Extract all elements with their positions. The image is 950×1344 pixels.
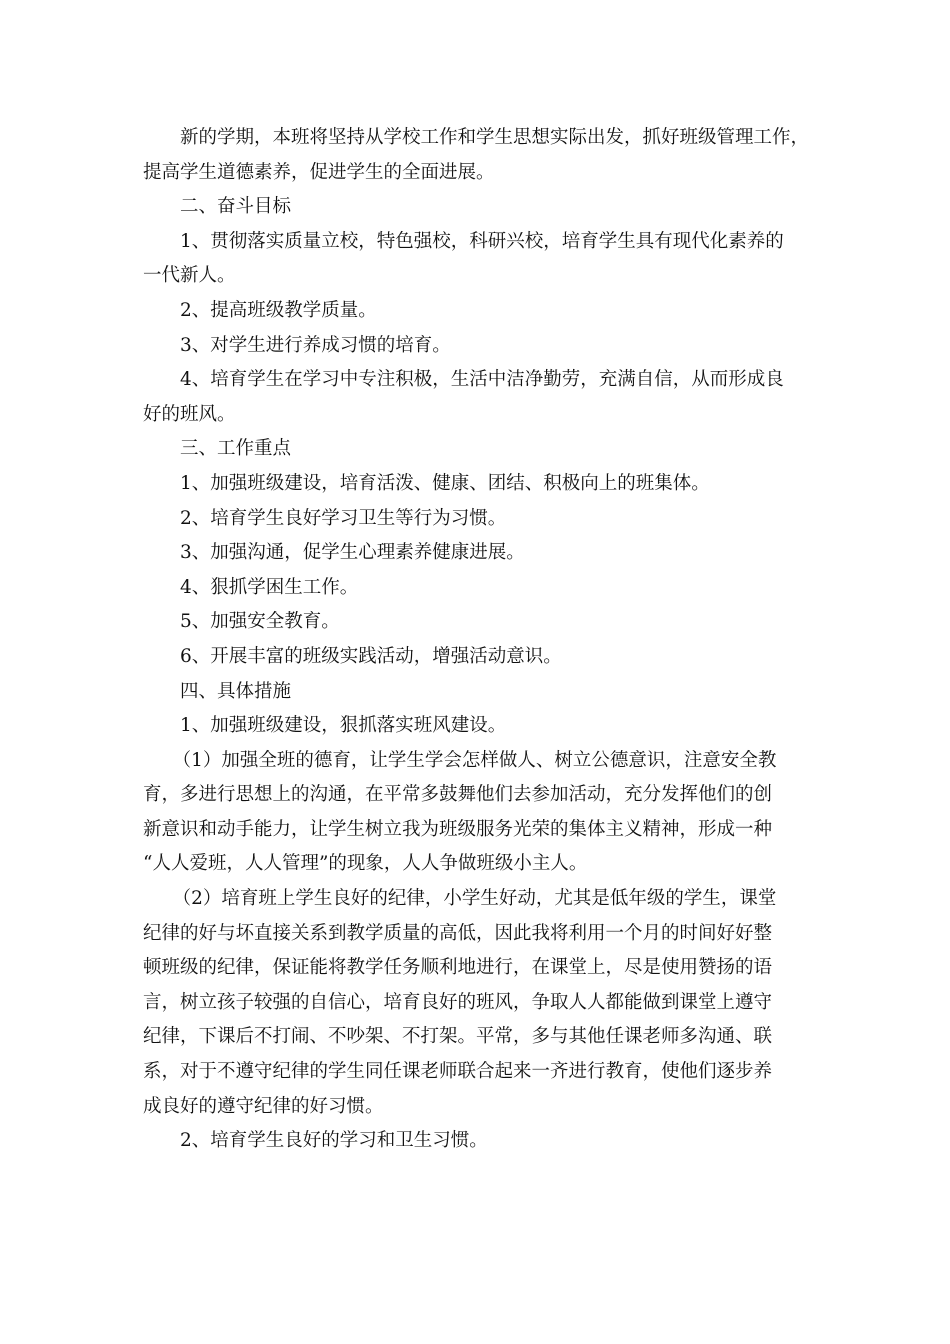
text-line: 好的班风。 (143, 403, 236, 425)
text-line: 提高学生道德素养，促进学生的全面进展。 (143, 161, 495, 183)
list-item: 1、贯彻落实质量立校，特色强校，科研兴校，培育学生具有现代化素养的 (180, 230, 784, 252)
text-line: 成良好的遵守纪律的好习惯。 (143, 1095, 384, 1117)
text-line: 一代新人。 (143, 265, 236, 287)
list-item: 2、培育学生良好学习卫生等行为习惯。 (180, 507, 507, 529)
text-line: 纪律的好与坏直接关系到教学质量的高低，因此我将利用一个月的时间好好整 (143, 922, 773, 944)
list-item: 1、加强班级建设，培育活泼、健康、团结、积极向上的班集体。 (180, 472, 710, 494)
list-item: 3、加强沟通，促学生心理素养健康进展。 (180, 542, 525, 564)
list-item: 6、开展丰富的班级实践活动，增强活动意识。 (180, 645, 562, 667)
list-item: 1、加强班级建设，狠抓落实班风建设。 (180, 715, 507, 737)
list-item: 4、培育学生在学习中专注积极，生活中洁净勤劳，充满自信，从而形成良 (180, 369, 784, 391)
text-line: 言，树立孩子较强的自信心，培育良好的班风，争取人人都能做到课堂上遵守 (143, 991, 773, 1013)
section-heading: 二、奋斗目标 (180, 196, 292, 218)
text-line: 育，多进行思想上的沟通，在平常多鼓舞他们去参加活动，充分发挥他们的创 (143, 784, 773, 806)
sub-item: （2）培育班上学生良好的纪律，小学生好动，尤其是低年级的学生，课堂 (172, 888, 777, 910)
list-item: 4、狠抓学困生工作。 (180, 576, 359, 598)
list-item: 3、对学生进行养成习惯的培育。 (180, 334, 451, 356)
text-line: 系，对于不遵守纪律的学生同任课老师联合起来一齐进行教育，使他们逐步养 (143, 1061, 773, 1083)
text-line: 顿班级的纪律，保证能将教学任务顺利地进行，在课堂上，尽是使用赞扬的语 (143, 957, 773, 979)
sub-item: （1）加强全班的德育，让学生学会怎样做人、树立公德意识，注意安全教 (172, 749, 777, 771)
document-body (143, 121, 823, 1159)
text-line: 新的学期，本班将坚持从学校工作和学生思想实际出发，抓好班级管理工作， (180, 127, 810, 148)
section-heading: 四、具体措施 (180, 680, 292, 702)
text-line: “人人爱班，人人管理”的现象，人人争做班级小主人。 (143, 853, 588, 875)
list-item: 5、加强安全教育。 (180, 611, 340, 633)
text-line: 纪律，下课后不打闹、不吵架、不打架。平常，多与其他任课老师多沟通、联 (143, 1026, 773, 1048)
text-line: 新意识和动手能力，让学生树立我为班级服务光荣的集体主义精神，形成一种 (143, 818, 773, 840)
list-item: 2、提高班级教学质量。 (180, 299, 377, 321)
section-heading: 三、工作重点 (180, 438, 292, 460)
list-item: 2、培育学生良好的学习和卫生习惯。 (180, 1130, 488, 1152)
